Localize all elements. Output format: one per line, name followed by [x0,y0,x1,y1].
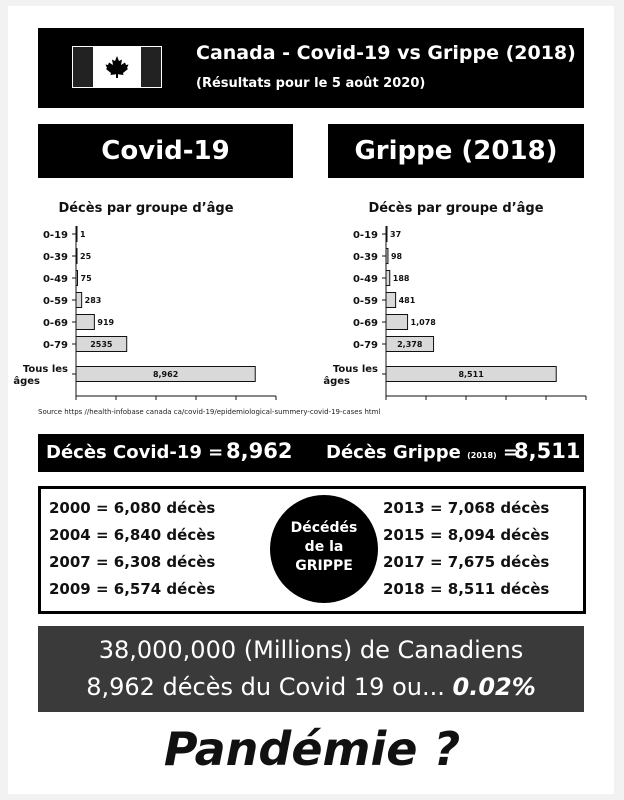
category-label: 0-79 [42,340,68,351]
bar [76,315,94,330]
page-subtitle: (Résultats pour le 5 août 2020) [196,76,426,91]
x-tick-label [450,403,482,404]
category-label: Tous les âges [323,364,378,387]
percentage-value: 0.02% [452,673,536,701]
category-label: 0-59 [42,296,68,307]
data-label: 1,078 [410,318,436,327]
circle-line: GRIPPE [295,558,353,574]
category-label: Tous les âges [13,364,68,387]
bar [76,293,82,308]
circle-line: Décédés [290,520,358,536]
x-tick-label [530,403,562,404]
category-label: 0-19 [352,230,378,241]
covid-total-value: 8,962 [226,439,293,463]
data-label: 75 [80,274,92,283]
flu-deaths-by-year [38,486,586,614]
grippe-total-text: Décès Grippe [326,442,461,463]
category-label: 0-19 [42,230,68,241]
header-banner [38,28,584,108]
grippe-total-eq: = [502,442,519,463]
data-label: 2535 [90,340,113,349]
category-label: 0-49 [352,274,378,285]
bar [386,315,408,330]
totals-bar [38,434,584,472]
bar [386,271,390,286]
data-label: 8,511 [458,370,484,379]
percentage-text: 8,962 décès du Covid 19 ou... [86,673,445,701]
x-tick-label [100,403,132,404]
year-row: 2007 = 6,308 décès [49,553,216,571]
data-label: 98 [390,252,403,261]
bar [386,249,388,264]
page-title: Canada - Covid-19 vs Grippe (2018) [196,42,576,64]
chart-title: Décès par groupe d’âge [368,201,544,216]
covid-total-label: Décès Covid-19 = [46,442,224,463]
grippe-total-label [326,442,518,463]
data-label: 283 [84,296,102,305]
x-tick-label [257,403,296,404]
population-box [38,626,584,712]
year-row: 2013 = 7,068 décès [383,499,550,517]
category-label: 0-79 [352,340,378,351]
category-label: 0-69 [352,318,378,329]
grippe-total-value: 8,511 [514,439,581,463]
percentage-line [38,673,584,701]
bar [386,293,396,308]
pandemic-question: Pandémie ? [163,722,461,776]
chart-title: Décès par groupe d’âge [58,201,234,216]
canada-flag-icon [72,46,162,88]
category-label: 0-69 [42,318,68,329]
source-note: Source https //health-infobase canada ca/covid-19/epidemiological-summery-covid-19-cases html [38,408,381,416]
x-tick-label [140,403,172,404]
category-label: 0-39 [352,252,378,263]
category-label: 0-59 [352,296,378,307]
data-label: 2,378 [397,340,423,349]
covid-age-chart [10,194,300,404]
year-row: 2018 = 8,511 décès [383,580,550,598]
data-label: 25 [80,252,92,261]
grippe-age-chart [320,194,610,404]
bar [76,271,78,286]
category-label: 0-39 [42,252,68,263]
flu-deaths-circle [270,495,378,603]
x-tick-label [180,403,212,404]
x-tick-label [73,403,80,404]
data-label: 1 [80,230,86,239]
data-label: 37 [390,230,402,239]
x-tick-label [410,403,442,404]
data-label: 481 [398,296,416,305]
grippe-panel-title: Grippe (2018) [328,124,584,178]
year-row: 2009 = 6,574 décès [49,580,216,598]
data-label: 188 [392,274,410,283]
grippe-total-year: (2018) [467,451,497,460]
category-label: 0-49 [42,274,68,285]
year-row: 2015 = 8,094 décès [383,526,550,544]
data-label: 919 [97,318,115,327]
bar [76,227,77,242]
circle-line: de la [304,539,344,555]
x-tick-label [490,403,522,404]
population-line: 38,000,000 (Millions) de Canadiens [98,636,524,664]
year-row: 2000 = 6,080 décès [49,499,216,517]
year-row: 2017 = 7,675 décès [383,553,550,571]
x-tick-label [567,403,606,404]
covid-panel-title: Covid-19 [38,124,293,178]
bar [386,227,387,242]
x-tick-label [383,403,390,404]
year-row: 2004 = 6,840 décès [49,526,216,544]
data-label: 8,962 [152,370,179,379]
bar [76,249,77,264]
x-tick-label [220,403,252,404]
